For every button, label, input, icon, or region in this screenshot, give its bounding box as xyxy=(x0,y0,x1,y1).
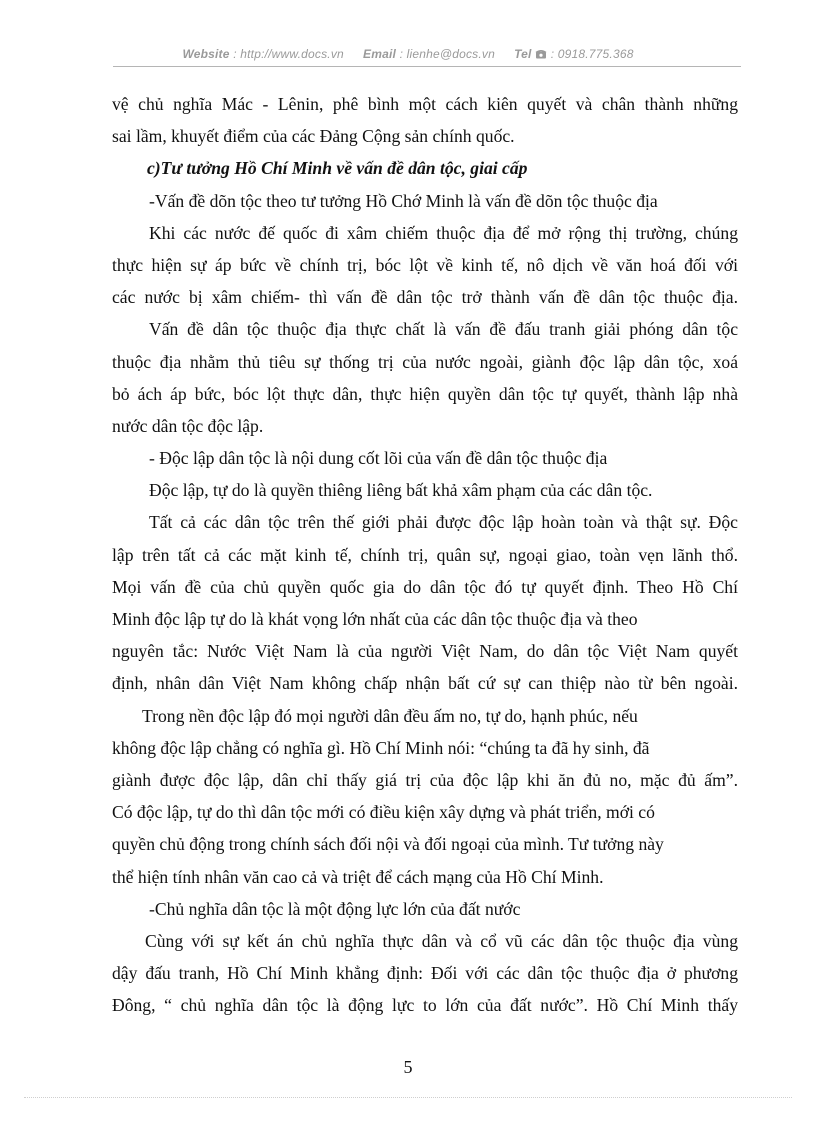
tel-value: : 0918.775.368 xyxy=(550,47,634,61)
website-label: Website xyxy=(182,47,230,61)
text-line: thể hiện tính nhân văn cao cả và triệt để cách mạng của Hồ Chí Minh. xyxy=(112,866,604,887)
text-line: Trong nền độc lập đó mọi người dân đều ấm no, tự do, hạnh phúc, nếu xyxy=(142,705,638,726)
text-line: Tất cả các dân tộc trên thế giới phải được độc lập hoàn toàn và thật sự. Độc xyxy=(149,512,738,533)
text-line: Độc lập, tự do là quyền thiêng liêng bất khả xâm phạm của các dân tộc. xyxy=(149,480,653,501)
text-line: nước dân tộc độc lập. xyxy=(112,415,264,436)
page-header xyxy=(0,47,816,61)
text-line: Minh độc lập tự do là khát vọng lớn nhất của các dân tộc thuộc địa và theo xyxy=(112,609,638,629)
footer-rule xyxy=(24,1097,792,1098)
section-heading: c)Tư tưởng Hồ Chí Minh về vấn đề dân tộc, giai cấp xyxy=(147,158,528,179)
text-line: Vấn đề dân tộc thuộc địa thực chất là vấn đề đấu tranh giải phóng dân tộc xyxy=(149,319,738,340)
email-label: Email xyxy=(363,47,397,61)
website-value: : http://www.docs.vn xyxy=(233,47,344,61)
text-line: vệ chủ nghĩa Mác - Lênin, phê bình một cách kiên quyết và chân thành những xyxy=(112,94,738,114)
text-line: định, nhân dân Việt Nam không chấp nhận bất cứ sự can thiệp nào từ bên ngoài. xyxy=(112,673,738,694)
text-line: giành được độc lập, dân chỉ thấy giá trị của độc lập khi ăn đủ no, mặc đủ ấm”. xyxy=(112,769,738,790)
text-line: lập trên tất cả các mặt kinh tế, chính trị, quân sự, ngoại giao, toàn vẹn lãnh thổ. xyxy=(112,544,738,565)
text-line: bỏ ách áp bức, bóc lột thực dân, thực hiện quyền dân tộc tự quyết, thành lập nhà xyxy=(112,383,738,404)
text-line: -Vấn đề dõn tộc theo tư tưởng Hồ Chớ Minh là vấn đề dõn tộc thuộc địa xyxy=(149,190,658,211)
header-rule xyxy=(113,66,741,67)
text-line: Cùng với sự kết án chủ nghĩa thực dân và cổ vũ các dân tộc thuộc địa vùng xyxy=(145,930,738,951)
text-line: quyền chủ động trong chính sách đối nội và đối ngoại của mình. Tư tưởng này xyxy=(112,834,664,855)
email-value: : lienhe@docs.vn xyxy=(399,47,495,61)
text-line: Khi các nước đế quốc đi xâm chiếm thuộc địa để mở rộng thị trường, chúng xyxy=(149,222,738,243)
text-line: sai lầm, khuyết điểm của các Đảng Cộng sản chính quốc. xyxy=(112,126,515,147)
text-line: thực hiện sự áp bức về chính trị, bóc lột về kinh tế, nô dịch về văn hoá đối với xyxy=(112,254,738,275)
text-line: nguyên tắc: Nước Việt Nam là của người Việt Nam, do dân tộc Việt Nam quyết xyxy=(112,641,738,662)
page-number: 5 xyxy=(403,1057,413,1077)
text-line: dậy đấu tranh, Hồ Chí Minh khẳng định: Đối với các dân tộc thuộc địa ở phương xyxy=(112,963,738,984)
text-line: không độc lập chẳng có nghĩa gì. Hồ Chí Minh nói: “chúng ta đã hy sinh, đã xyxy=(112,737,650,758)
document-body xyxy=(112,88,738,1021)
text-line: Mọi vấn đề của chủ quyền quốc gia do dân tộc đó tự quyết định. Theo Hồ Chí xyxy=(112,576,738,597)
tel-label: Tel xyxy=(514,47,532,61)
text-line: - Độc lập dân tộc là nội dung cốt lõi của vấn đề dân tộc thuộc địa xyxy=(149,448,608,469)
telephone-icon xyxy=(535,47,551,61)
text-line: Đông, “ chủ nghĩa dân tộc là động lực to lớn của đất nước”. Hồ Chí Minh thấy xyxy=(112,995,738,1016)
text-line: -Chủ nghĩa dân tộc là một động lực lớn của đất nước xyxy=(149,898,521,919)
text-line: thuộc địa nhằm thủ tiêu sự thống trị của nước ngoài, giành độc lập dân tộc, xoá xyxy=(112,351,738,372)
text-line: Có độc lập, tự do thì dân tộc mới có điều kiện xây dựng và phát triển, mới có xyxy=(112,802,655,823)
text-line: các nước bị xâm chiếm- thì vấn đề dân tộc trở thành vấn đề dân tộc thuộc địa. xyxy=(112,287,738,308)
